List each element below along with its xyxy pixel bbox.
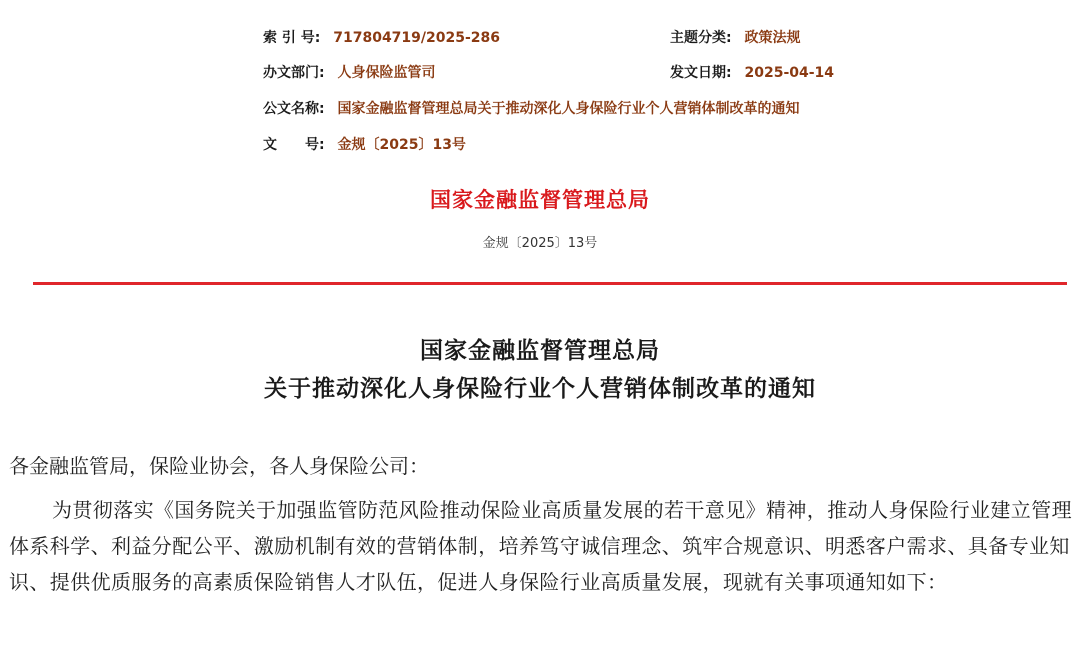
- issuing-department-label: 办文部门:: [263, 65, 325, 81]
- document-number-value: 金规〔2025〕13号: [337, 137, 466, 153]
- meta-row-docno: [263, 133, 466, 157]
- meta-row-date: [670, 61, 834, 85]
- notice-title-line-1: 国家金融监督管理总局: [420, 338, 660, 364]
- document-name-label: 公文名称:: [263, 101, 325, 117]
- notice-title-line-2: 关于推动深化人身保险行业个人营销体制改革的通知: [264, 376, 816, 402]
- index-number-label: 索 引 号:: [263, 30, 321, 46]
- salutation: 各金融监管局，保险业协会，各人身保险公司：: [9, 454, 429, 478]
- body-paragraph-1: 为贯彻落实《国务院关于加强监管防范风险推动保险业高质量发展的若干意见》精神，推动人身保险行业建立管理体系科学、利益分配公平、激励机制有效的营销体制，培养笃守诚信理念、筑牢合规意识、明悉客户需求、具备专业知识、提供优质服务的高素质保险销售人才队伍，促进人身保险行业高质量发展，现就有关事项通知如下：: [9, 498, 1072, 594]
- red-divider-line: [33, 282, 1067, 285]
- document-metadata: [0, 0, 1080, 170]
- issuing-authority-heading: 国家金融监督管理总局: [430, 188, 650, 212]
- meta-row-topic: [670, 26, 800, 50]
- issuing-department-value: 人身保险监管司: [337, 65, 436, 81]
- document-number-label: 文 号:: [263, 137, 325, 153]
- meta-row-name: [263, 97, 799, 121]
- issue-date-value: 2025-04-14: [744, 65, 835, 81]
- topic-category-value: 政策法规: [744, 30, 801, 46]
- meta-row-dept: [263, 61, 435, 85]
- meta-row-index: [263, 26, 500, 50]
- document-number-line: 金规〔2025〕13号: [482, 236, 598, 251]
- document-name-value: 国家金融监督管理总局关于推动深化人身保险行业个人营销体制改革的通知: [337, 101, 800, 117]
- issue-date-label: 发文日期:: [670, 65, 732, 81]
- index-number-value: 717804719/2025-286: [333, 30, 501, 46]
- topic-category-label: 主题分类:: [670, 30, 732, 46]
